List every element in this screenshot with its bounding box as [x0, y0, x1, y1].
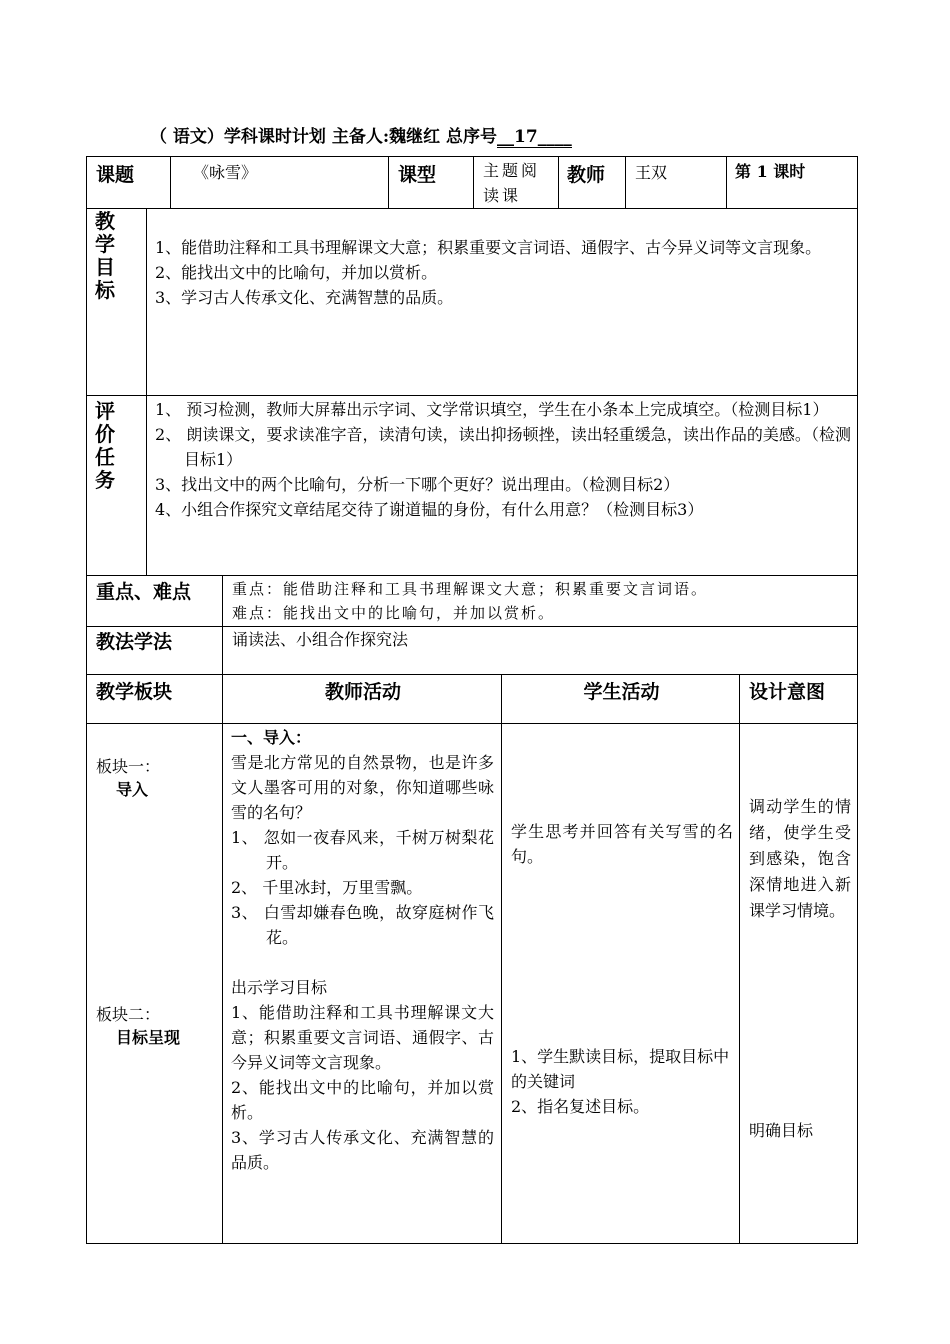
block-2-name: 目标呈现: [116, 1028, 181, 1047]
block-cell: [86, 723, 223, 1244]
page-title: [150, 122, 572, 148]
block-1-name: 导入: [116, 780, 149, 799]
col-header-label: 设计意图: [749, 681, 826, 703]
teacher-value-cell: [625, 156, 727, 209]
teacher-activity-cell: [222, 723, 502, 1244]
teacher-label: 教师: [567, 164, 606, 186]
topic-label-cell: [86, 156, 171, 209]
topic-label: 课题: [96, 164, 135, 186]
objectives-list: [155, 235, 851, 310]
col-header-teacher: [222, 674, 502, 724]
col-header-student: [501, 674, 740, 724]
type-label-cell: [388, 156, 474, 209]
teacher-value: 王双: [635, 163, 668, 182]
evaluation-list: [155, 397, 851, 522]
col-header-label: 教师活动: [324, 681, 401, 703]
objective-item: 3、学习古人传承文化、充满智慧的品质。: [155, 288, 454, 307]
objective-item: 1、能借助注释和工具书理解课文大意；积累重要文言词语、通假字、古今异义词等文言现象。: [155, 238, 822, 257]
spacer: [231, 950, 494, 975]
evaluation-item: 2、 朗读课文，要求读准字音，读清句读，读出抑扬顿挫，读出轻重缓急，读出作品的美感。（检测目标1）: [155, 425, 851, 469]
evaluation-item: 1、 预习检测，教师大屏幕出示字词、文学常识填空，学生在小条本上完成填空。（检测目标1）: [155, 400, 829, 419]
methods-content-cell: [222, 626, 858, 675]
teacher-label-cell: [558, 156, 626, 209]
block-2-label: 板块二：: [96, 1005, 161, 1024]
student-activity-cell: [501, 723, 740, 1244]
period: 第 1 课时: [735, 162, 806, 181]
student-item: 2、指名复述目标。: [511, 1097, 650, 1116]
col-header-block: [86, 674, 223, 724]
goal-item: 1、能借助注释和工具书理解课文大意；积累重要文言词语、通假字、古今异义词等文言现象。: [231, 1003, 494, 1072]
poem-line: 1、 忽如一夜春风来，千树万树梨花开。: [231, 828, 494, 872]
evaluation-label: 评价任务: [95, 399, 115, 492]
serial-number: __17____: [497, 127, 572, 147]
methods-label: 教法学法: [96, 631, 173, 653]
intent-cell: [739, 723, 858, 1244]
evaluation-item: 3、找出文中的两个比喻句，分析一下哪个更好？说出理由。（检测目标2）: [155, 475, 680, 494]
key-point: 重点：能借助注释和工具书理解课文大意；积累重要文言词语。: [232, 580, 709, 598]
evaluation-label-cell: [86, 395, 147, 576]
col-header-label: 教学板块: [96, 681, 173, 703]
goals-title: 出示学习目标: [231, 978, 328, 997]
objectives-content-cell: [146, 208, 858, 396]
goal-item: 3、学习古人传承文化、充满智慧的品质。: [231, 1128, 494, 1172]
evaluation-item: 4、小组合作探究文章结尾交待了谢道韫的身份，有什么用意？（检测目标3）: [155, 500, 704, 519]
student-activity-1: 学生思考并回答有关写雪的名句。: [511, 822, 733, 866]
header-prefix: （ 语文）学科课时计划 主备人:魏继红 总序号: [150, 127, 498, 147]
type-value: 主题阅读课: [483, 161, 541, 205]
poem-line: 3、 白雪却嫌春色晚，故穿庭树作飞花。: [231, 903, 494, 947]
intent-2: 明确目标: [749, 1121, 814, 1140]
objectives-label-cell: [86, 208, 147, 396]
intent-1: 调动学生的情绪，使学生受到感染，饱含深情地进入新课学习情境。: [749, 797, 851, 920]
evaluation-content-cell: [146, 395, 858, 576]
block-1-label: 板块一：: [96, 757, 161, 776]
type-value-cell: [473, 156, 559, 209]
methods-label-cell: [86, 626, 223, 675]
poem-line: 2、 千里冰封，万里雪飘。: [231, 878, 423, 897]
difficult-point: 难点：能找出文中的比喻句，并加以赏析。: [232, 604, 556, 622]
student-activity-2: [511, 1044, 733, 1119]
topic-value-cell: [170, 156, 389, 209]
student-item: 1、学生默读目标，提取目标中的关键词: [511, 1047, 730, 1091]
period-cell: [726, 156, 858, 209]
goal-item: 2、能找出文中的比喻句，并加以赏析。: [231, 1078, 494, 1122]
col-header-intent: [739, 674, 858, 724]
methods-value: 诵读法、小组合作探究法: [232, 630, 409, 649]
col-header-label: 学生活动: [583, 681, 660, 703]
objectives-label: 教学目标: [95, 209, 115, 302]
teacher-activity: [231, 725, 494, 1175]
keypoints-label-cell: [86, 575, 223, 627]
intro-title: 一、导入：: [231, 728, 312, 747]
topic-value: 《咏雪》: [193, 163, 258, 182]
type-label: 课型: [398, 164, 437, 186]
objective-item: 2、能找出文中的比喻句，并加以赏析。: [155, 263, 438, 282]
keypoints-content-cell: [222, 575, 858, 627]
keypoints-content: [232, 577, 708, 625]
intro-text: 雪是北方常见的自然景物，也是许多文人墨客可用的对象，你知道哪些咏雪的名句？: [231, 753, 494, 822]
keypoints-label: 重点、难点: [96, 581, 192, 603]
